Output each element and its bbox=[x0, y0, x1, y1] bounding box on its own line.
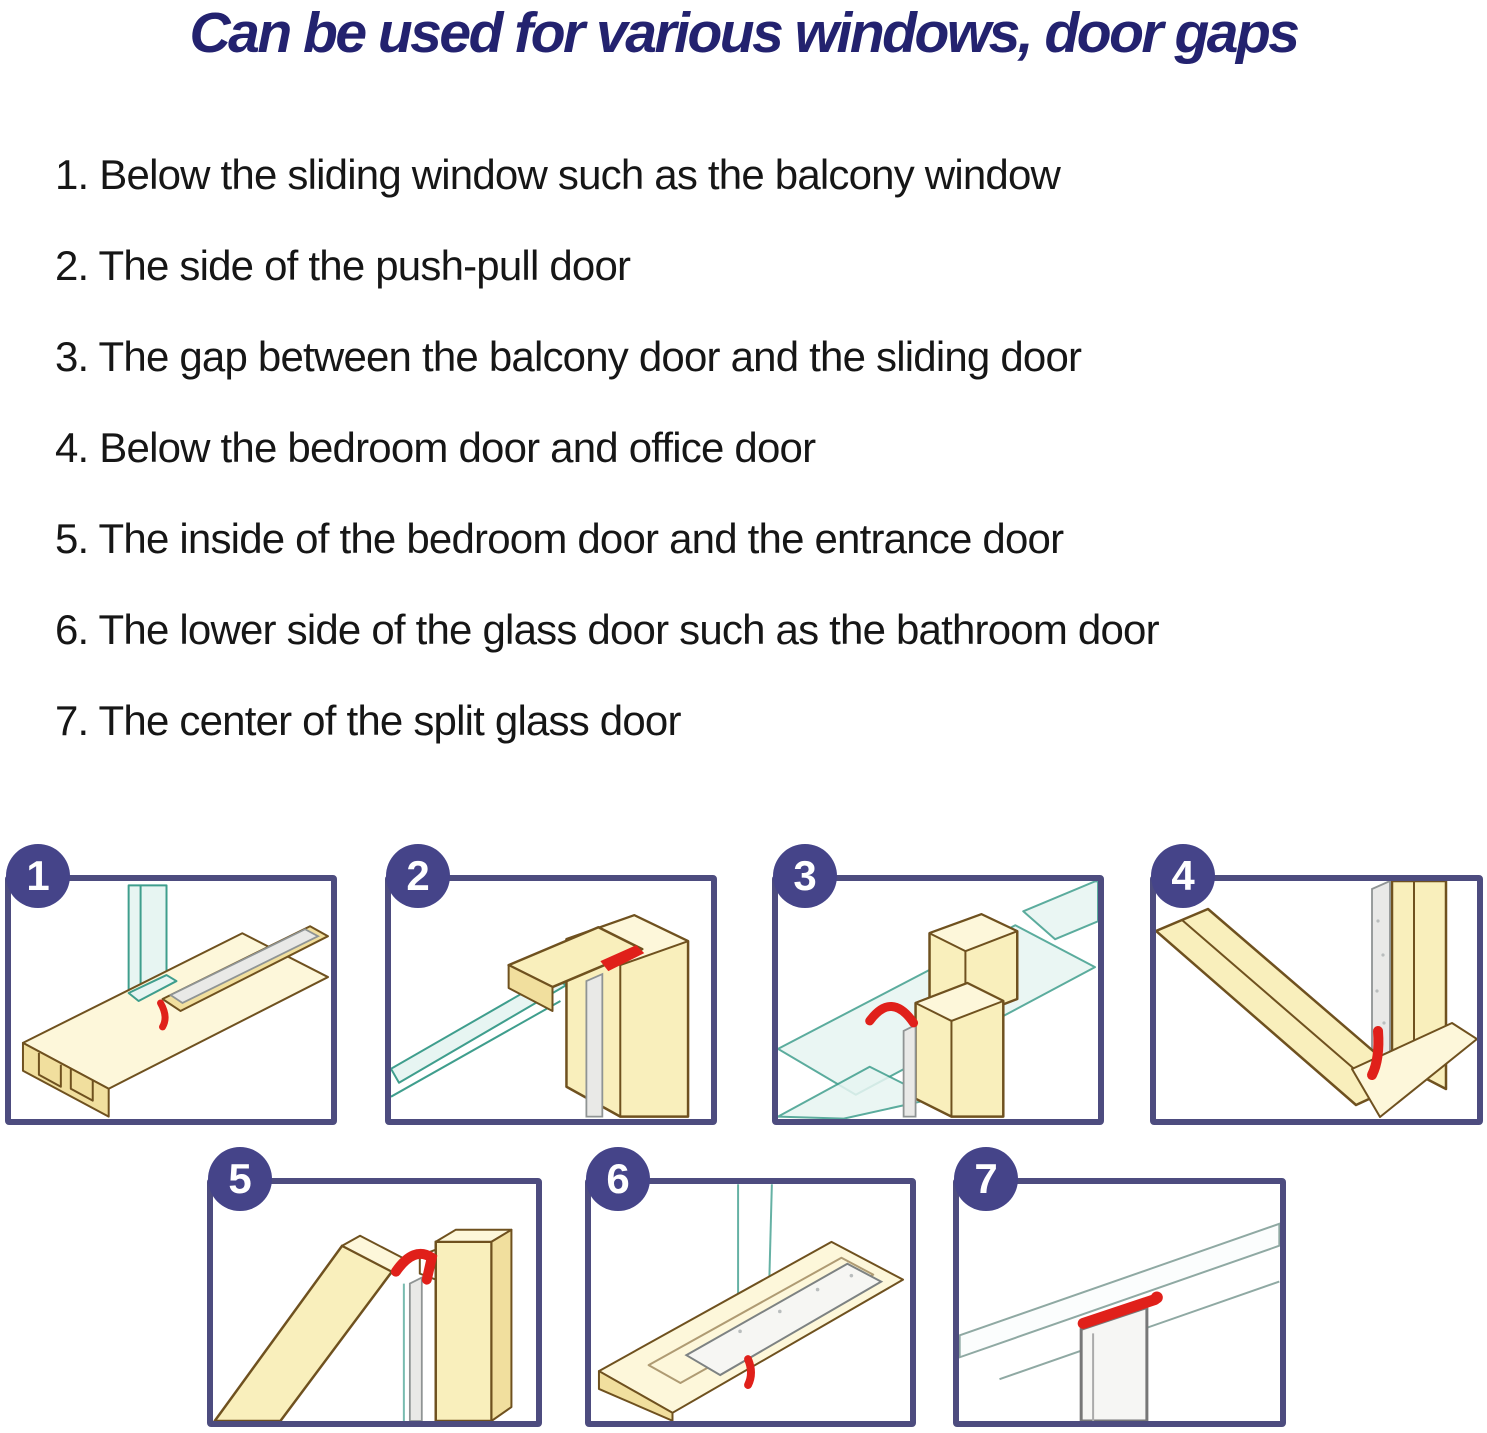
panel-glass-door-bottom bbox=[585, 1155, 916, 1427]
panel-number-badge: 3 bbox=[773, 844, 837, 908]
panel-number-badge: 6 bbox=[586, 1147, 650, 1211]
panel-number-badge: 4 bbox=[1151, 844, 1215, 908]
push-pull-door-side-illustration bbox=[391, 881, 711, 1119]
usage-list bbox=[55, 150, 1457, 787]
panel-door-bottom bbox=[1150, 852, 1483, 1125]
panel-number-badge: 2 bbox=[386, 844, 450, 908]
panel-sliding-window bbox=[5, 852, 337, 1125]
usage-list-item: 3. The gap between the balcony door and the sliding door bbox=[55, 333, 1082, 380]
usage-list-item: 6. The lower side of the glass door such as the bathroom door bbox=[55, 606, 1159, 653]
glass-door-lower-side-illustration bbox=[591, 1184, 910, 1421]
panel-number-badge: 1 bbox=[6, 844, 70, 908]
bedroom-entrance-door-inside-illustration bbox=[213, 1184, 536, 1421]
panel-number-badge: 7 bbox=[954, 1147, 1018, 1211]
sliding-window-track-illustration bbox=[11, 881, 331, 1119]
panel-number-badge: 5 bbox=[208, 1147, 272, 1211]
split-glass-door-center-illustration bbox=[959, 1184, 1280, 1421]
page-title: Can be used for various windows, door gaps bbox=[189, 1, 1298, 65]
usage-list-item: 1. Below the sliding window such as the balcony window bbox=[55, 151, 1061, 198]
balcony-sliding-door-gap-illustration bbox=[778, 881, 1098, 1119]
panel-balcony-sliding-gap bbox=[772, 852, 1104, 1125]
usage-list-item: 7. The center of the split glass door bbox=[55, 697, 681, 744]
bedroom-office-door-bottom-illustration bbox=[1156, 881, 1477, 1119]
usage-list-item: 4. Below the bedroom door and office door bbox=[55, 424, 816, 471]
usage-list-item: 5. The inside of the bedroom door and the entrance door bbox=[55, 515, 1064, 562]
panel-split-glass-center bbox=[953, 1155, 1286, 1427]
usage-list-item: 2. The side of the push-pull door bbox=[55, 242, 631, 289]
panel-push-pull-door bbox=[385, 852, 717, 1125]
panel-door-inside bbox=[207, 1155, 542, 1427]
